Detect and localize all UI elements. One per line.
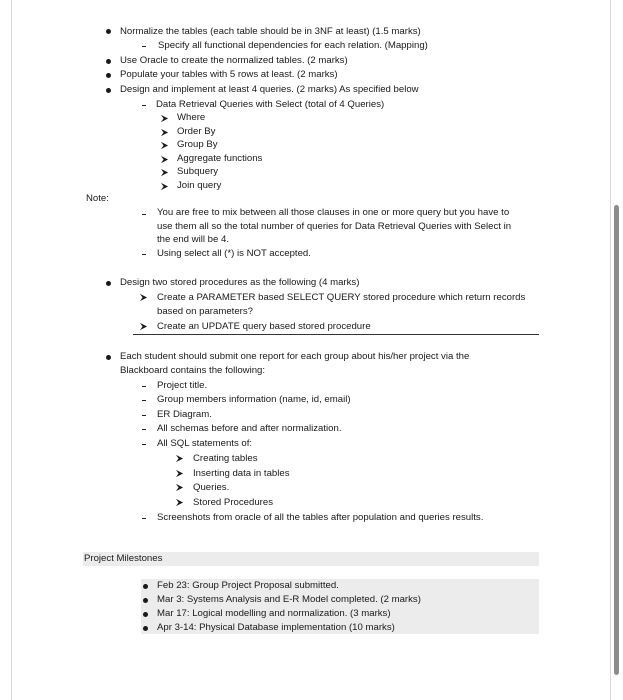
- note-line: use them all so the total number of queries for Data Retrieval Queries with Select in: [157, 221, 512, 232]
- select-all-note: Using select all (*) is NOT accepted.: [157, 248, 311, 259]
- dash-icon: [142, 518, 146, 519]
- bullet-icon: [106, 59, 111, 64]
- bullet-icon: [143, 598, 148, 603]
- bullet-icon: [106, 355, 111, 360]
- arrow-bullet-icon: [160, 141, 169, 150]
- note-label: Note:: [86, 193, 109, 204]
- bullet-icon: [143, 612, 148, 617]
- report-intro-line: Blackboard contains the following:: [120, 365, 266, 376]
- page-right-edge: [610, 0, 611, 700]
- sql-item: Stored Procedures: [193, 497, 273, 508]
- arrow-bullet-icon: [160, 114, 169, 123]
- bullet-icon: [106, 73, 111, 78]
- sql-item: Creating tables: [193, 453, 258, 464]
- arrow-bullet-icon: [175, 469, 184, 478]
- arrow-bullet-icon: [160, 155, 169, 164]
- data-retrieval-item: Data Retrieval Queries with Select (total of 4 Queries): [156, 99, 385, 110]
- dash-icon: [142, 46, 146, 47]
- vertical-scrollbar[interactable]: [614, 205, 619, 675]
- arrow-bullet-icon: [139, 293, 148, 302]
- param-procedure-line: based on parameters?: [157, 306, 253, 317]
- normalize-item: Normalize the tables (each table should be in 3NF at least) (1.5 marks): [120, 26, 421, 37]
- report-item: All SQL statements of:: [157, 438, 253, 449]
- milestone-item: Mar 3: Systems Analysis and E-R Model completed. (2 marks): [157, 594, 421, 605]
- arrow-bullet-icon: [160, 182, 169, 191]
- populate-item: Populate your tables with 5 rows at least. (2 marks): [120, 69, 338, 80]
- report-item: ER Diagram.: [157, 409, 212, 420]
- report-item: All schemas before and after normalization.: [157, 423, 342, 434]
- clause-item: Join query: [177, 180, 222, 191]
- clause-item: Order By: [177, 126, 216, 137]
- arrow-bullet-icon: [175, 454, 184, 463]
- update-procedure-line: Create an UPDATE query based stored procedure: [157, 321, 371, 332]
- bullet-icon: [143, 584, 148, 589]
- dash-icon: [142, 105, 146, 106]
- bullet-icon: [106, 281, 111, 286]
- sql-item: Inserting data in tables: [193, 468, 290, 479]
- stored-procedures-heading: Design two stored procedures as the following (4 marks): [120, 277, 360, 288]
- arrow-bullet-icon: [160, 168, 169, 177]
- specify-fd-item: Specify all functional dependencies for each relation. (Mapping): [158, 40, 428, 51]
- dash-icon: [142, 214, 146, 215]
- dash-icon: [142, 386, 146, 387]
- note-line: You are free to mix between all those clauses in one or more query but you have to: [157, 207, 510, 218]
- arrow-bullet-icon: [175, 498, 184, 507]
- report-item: Project title.: [157, 380, 208, 391]
- use-oracle-item: Use Oracle to create the normalized tables. (2 marks): [120, 55, 348, 66]
- section-divider: [133, 334, 539, 335]
- milestones-title: Project Milestones: [84, 553, 163, 564]
- arrow-bullet-icon: [160, 128, 169, 137]
- dash-icon: [142, 444, 146, 445]
- dash-icon: [142, 429, 146, 430]
- dash-icon: [142, 415, 146, 416]
- bullet-icon: [106, 29, 111, 34]
- note-line: the end will be 4.: [157, 234, 229, 245]
- milestone-item: Feb 23: Group Project Proposal submitted.: [157, 580, 339, 591]
- report-intro-line: Each student should submit one report for each group about his/her project via the: [120, 351, 470, 362]
- screenshots-item: Screenshots from oracle of all the tables after population and queries results.: [157, 512, 484, 523]
- report-item: Group members information (name, id, email): [157, 394, 351, 405]
- clause-item: Where: [177, 112, 206, 123]
- dash-icon: [142, 254, 146, 255]
- arrow-bullet-icon: [139, 322, 148, 331]
- dash-icon: [142, 400, 146, 401]
- clause-item: Aggregate functions: [177, 153, 263, 164]
- sql-item: Queries.: [193, 482, 230, 493]
- design-queries-item: Design and implement at least 4 queries. (2 marks) As specified below: [120, 84, 419, 95]
- milestone-item: Mar 17: Logical modelling and normalization. (3 marks): [157, 608, 391, 619]
- bullet-icon: [143, 626, 148, 631]
- param-procedure-line: Create a PARAMETER based SELECT QUERY stored procedure which return records: [157, 292, 526, 303]
- clause-item: Group By: [177, 139, 218, 150]
- clause-item: Subquery: [177, 166, 219, 177]
- arrow-bullet-icon: [175, 483, 184, 492]
- bullet-icon: [106, 88, 111, 93]
- milestone-item: Apr 3-14: Physical Database implementation (10 marks): [157, 622, 395, 633]
